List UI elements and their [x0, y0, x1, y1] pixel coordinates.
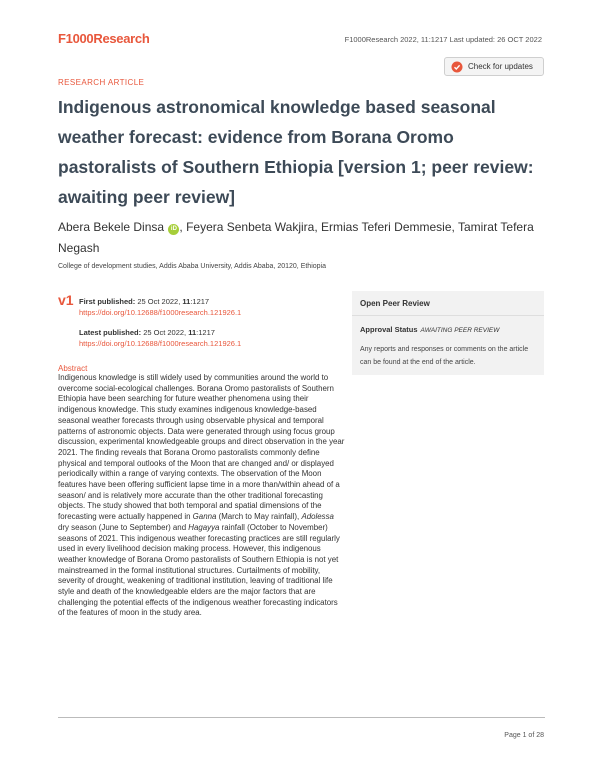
first-published-date: 25 Oct 2022,: [137, 297, 181, 306]
check-updates-label: Check for updates: [468, 62, 533, 71]
abstract-heading: Abstract: [58, 364, 88, 373]
affiliation: College of development studies, Addis Ababa University, Addis Ababa, 20120, Ethiopia: [58, 263, 326, 270]
first-published-article: :1217: [190, 297, 210, 306]
open-peer-review-heading: Open Peer Review: [360, 299, 430, 308]
article-type: RESEARCH ARTICLE: [58, 78, 145, 87]
latest-published-doi-link[interactable]: https://doi.org/10.12688/f1000research.121926.1: [79, 339, 242, 348]
version-tag: v1: [58, 292, 74, 308]
author-list: [58, 217, 548, 259]
check-for-updates-button[interactable]: [444, 57, 544, 76]
season-hagayya: Hagayya: [188, 522, 220, 532]
latest-published-line: [79, 327, 241, 338]
footer-divider: [58, 717, 545, 718]
first-author[interactable]: Abera Bekele Dinsa: [58, 220, 165, 234]
latest-published-date: 25 Oct 2022,: [143, 328, 187, 337]
approval-status-value: AWAITING PEER REVIEW: [420, 327, 500, 334]
first-published-label: First published:: [79, 297, 136, 306]
orcid-icon[interactable]: iD: [168, 224, 179, 235]
approval-status: [360, 325, 499, 334]
page-number: Page 1 of 28: [504, 732, 544, 739]
latest-published-article: :1217: [196, 328, 215, 337]
review-note: Any reports and responses or comments on the article can be found at the end of the article.: [360, 346, 529, 366]
season-ganna: Ganna: [192, 512, 217, 522]
open-peer-review-panel: [352, 291, 544, 375]
first-published-doi-link[interactable]: https://doi.org/10.12688/f1000research.121926.1: [79, 308, 242, 317]
latest-published-label: Latest published:: [79, 328, 142, 337]
first-published-volume: 11: [182, 297, 191, 306]
header-meta: F1000Research 2022, 11:1217 Last updated: 26 OCT 2022: [344, 35, 542, 44]
abstract-text: Indigenous knowledge is still widely used by communities around the world to overcome social-ecological challenges. Borana Oromo pastoralists of Southern Ethiopia have been searching for future weather phenomena using their indigenous knowledge. This study examines indigenous knowledge-based seasonal weather forecasts through using observable physical and temporal patterns of astronomic objects. Data were generated through using focus group discussion, experimental knowledgeable groups and direct observation in the year 2021. The finding reveals that Borana Oromo pastoralists commonly define physical and temporal outlooks of the Moon that are changed and/ or displayed periodically within a range of varying contexts. The observation of the Moon features have been offering sufficient lapse time in a more than/within ahead of a season/ and is relatively more accurate than the other traditional forecasting objects. The study showed that both temporal and spatial dimensions of the forecasting were actually happened in Ganna (March to May rainfall), Adolessa dry season (June to September) and Hagayya rainfall (October to November) seasons of 2021. This indigenous weather forecasting practices are still regularly used in every livelihood decision making process. However, this indigenous weather knowledge of Borana Oromo pastoralists of Southern Ethiopia is not yet mainstreamed in the formal institutional structures. Curtailments of mobility, severity of drought, weakening of traditional institution, leaving of traditional life style and death of the knowledgeable elders are the major factors that are challenging the potential effects of the indigenous weather forecasting indicators of the features of moon in the study area.: [58, 373, 345, 618]
latest-published-volume: 11: [188, 328, 197, 337]
publication-info: [79, 296, 241, 349]
f1000research-logo[interactable]: F1000Research: [58, 31, 150, 46]
approval-status-label: Approval Status: [360, 325, 418, 334]
review-divider: [352, 315, 544, 316]
first-published-line: [79, 296, 241, 307]
other-authors: , Feyera Senbeta Wakjira, Ermias Teferi Demmesie, Tamirat Tefera Negash: [58, 220, 534, 255]
article-title: Indigenous astronomical knowledge based seasonal weather forecast: evidence from Borana Oromo pastoralists of Southern Ethiopia [version 1; peer review: awaiting peer review]: [58, 97, 534, 207]
check-updates-icon: [451, 61, 463, 73]
season-adolessa: Adolessa: [301, 512, 334, 522]
